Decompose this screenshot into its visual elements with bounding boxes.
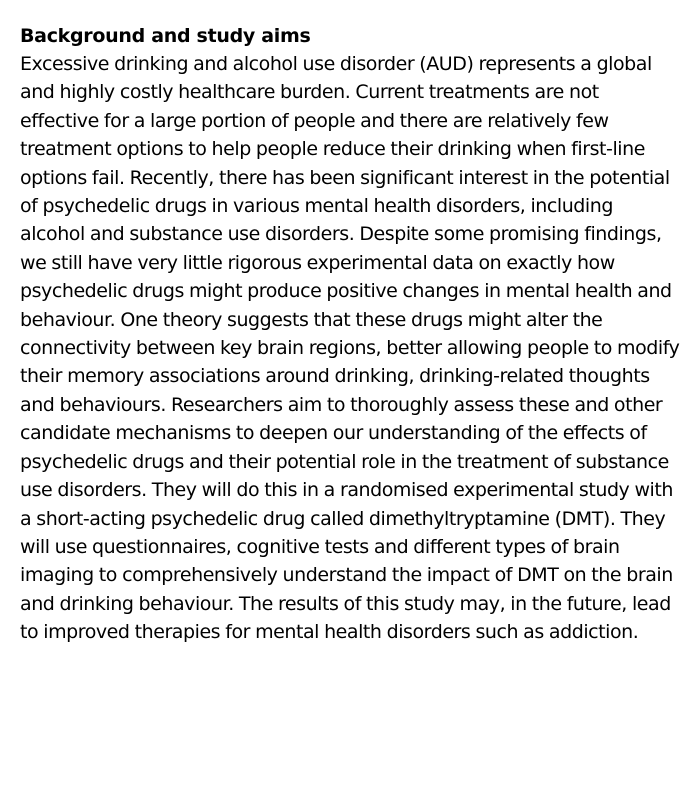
- section-heading: Background and study aims: [20, 25, 311, 47]
- section-body-paragraph: Excessive drinking and alcohol use disorder (AUD) represents a global and highly costly healthcare burden. Current treatments are not effective for a large portion of people and there are relatively few treatment options to help people reduce their drinking when first-line options fail. Recently, there has been significant interest in the potential of psychedelic drugs in various mental health disorders, including alcohol and substance use disorders. Despite some promising findings, we still have very little rigorous experimental data on exactly how psychedelic drugs might produce positive changes in mental health and behaviour. One theory suggests that these drugs might alter the connectivity between key brain regions, better allowing people to modify their memory associations around drinking, drinking-related thoughts and behaviours. Researchers aim to thoroughly assess these and other candidate mechanisms to deepen our understanding of the effects of psychedelic drugs and their potential role in the treatment of substance use disorders. They will do this in a randomised experimental study with a short-acting psychedelic drug called dimethyltryptamine (DMT). They will use questionnaires, cognitive tests and different types of brain imaging to comprehensively understand the impact of DMT on the brain and drinking behaviour. The results of this study may, in the future, lead to improved therapies for mental health disorders such as addiction.: [20, 53, 680, 644]
